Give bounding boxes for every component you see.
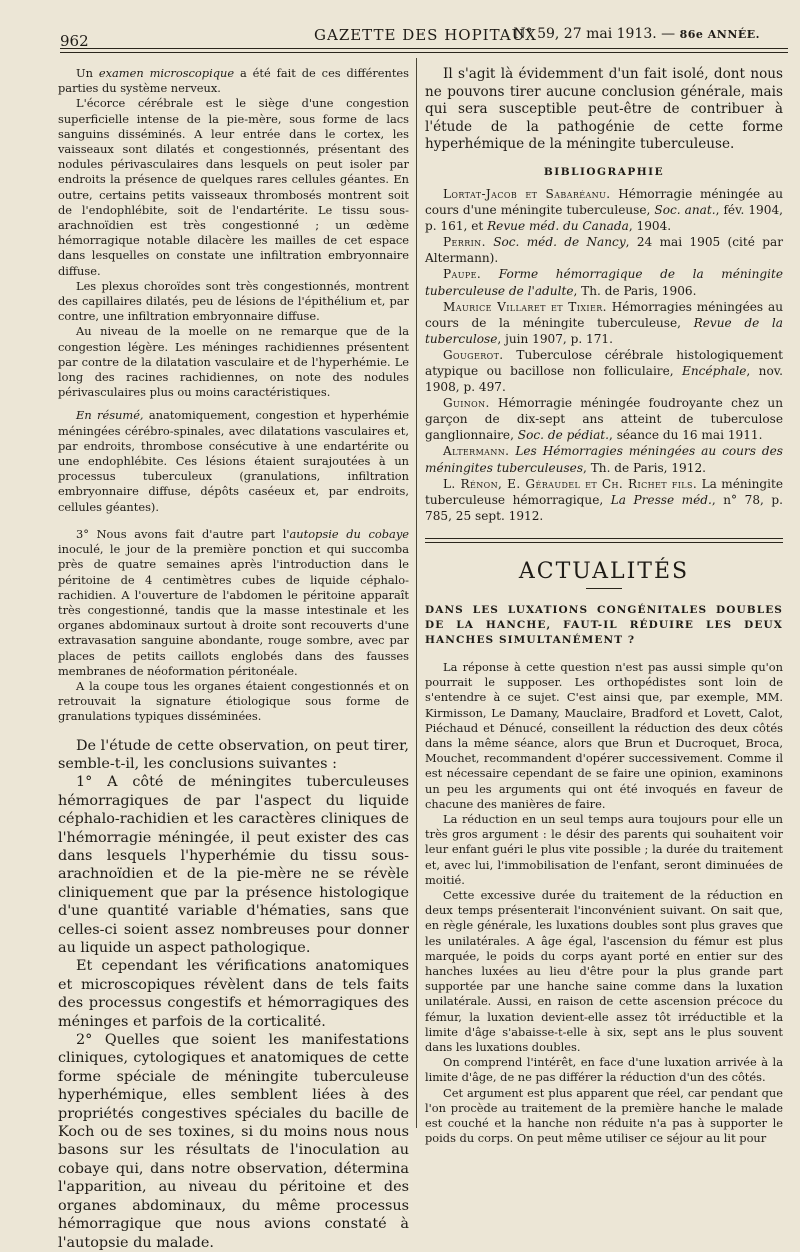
title-underline <box>586 588 622 589</box>
paragraph: Les plexus choroïdes sont très congestionnés, montrent des capillaires dilatés, peu de lésions de l'épithélium et, par contre, une infiltration embryonnaire diffuse. <box>58 278 409 324</box>
bib-source: Revue méd. du Canada <box>487 219 629 234</box>
bib-authors: Perrin. <box>443 235 486 250</box>
text-run: 3° Nous avons fait d'autre part l' <box>76 526 290 541</box>
bib-source: Revue de la tuberculose <box>425 315 783 346</box>
bib-source: La Presse méd. <box>610 492 712 507</box>
bib-authors: Guinon. <box>443 396 490 411</box>
paragraph: L'écorce cérébrale est le siège d'une congestion superficielle intense de la pie-mère, sous forme de lacs sanguins disséminés. A leur entrée dans le cortex, les vaisseaux sont dilatés et congestionnés, présentant des nodules périvasculaires dans lesquels on peut isoler par endroits la présence de quelques rares cellules géantes. En outre, certains petits vaisseaux thrombosés montrent soit de l'endophlébite, soit de l'endartérite. Le tissu sous-arachnoïdien est très congestionné ; un œdème hémorragique notable dilacère les mailles de cet espace dans lesquelles on constate une infiltration embryonnaire diffuse. <box>58 96 409 278</box>
bibliography-entry: Maurice Villaret et Tixier. Hémorragies méningées au cours de la méningite tuberculeuse, Revue de la tuberculose, juin 1907, p. 171. <box>425 299 783 346</box>
bib-authors: Maurice Villaret et Tixier. <box>443 299 607 314</box>
paragraph: Il s'agit là évidemment d'un fait isolé, dont nous ne pouvons tirer aucune conclusion générale, mais qui sera susceptible peut-être de contribuer à l'étude de la pathogénie de cette forme hyperhémique de la méningite tuberculeuse. <box>425 66 783 153</box>
paragraph: Et cependant les vérifications anatomiques et microscopiques révèlent dans de tels faits des processus congestifs et hémorragiques des méninges et parfois de la corticalité. <box>58 958 409 1030</box>
section-title: ACTUALITÉS <box>518 558 690 584</box>
paragraph: La réduction en un seul temps aura toujours pour elle un très gros argument : le désir des parents qui souhaitent voir leur enfant guéri le plus vite possible ; la durée du traitement et, avec lui, l'immobilisation de l'enfant, seront diminuées de moitié. <box>425 811 783 887</box>
bibliography-entry: Perrin. Soc. méd. de Nancy, 24 mai 1905 (cité par Altermann). <box>425 235 783 266</box>
left-column <box>58 66 409 1252</box>
summary-text: anatomiquement, congestion et hyperhémie méningées cérébro-spinales, avec dilatations vasculaires et, par endroits, thrombose consécutive à une endartérite ou une endophlébite. Ces lésions étaient surajoutées à un processus tuberculeux (granulations, infiltration embryonnaire diffuse, dépôts caséeux et, par endroits, cellules géantes). <box>58 408 409 514</box>
right-column <box>425 66 783 1146</box>
bibliography-list <box>425 186 783 524</box>
bib-source: Forme hémorragique de la méningite tuberculeuse de l'adulte <box>425 267 783 298</box>
paragraph: Cet argument est plus apparent que réel, car pendant que l'on procède au traitement de la première hanche le malade est couché et la hanche non réduite n'a pas à supporter le poids du corps. On peut même utiliser ce séjour au lit pour <box>425 1085 783 1146</box>
summary-lead: En résumé, <box>76 408 144 423</box>
bib-authors: L. Rénon, E. Géraudel et Ch. Richet fils. <box>443 476 698 491</box>
bibliography-heading: BIBLIOGRAPHIE <box>543 165 665 178</box>
section-rule <box>425 538 783 539</box>
bib-source: Soc. de pédiat. <box>517 428 609 443</box>
page-number: 962 <box>60 32 89 50</box>
bibliography-entry: Lortat-Jacob et Sabaréanu. Hémorragie méningée au cours d'une méningite tuberculeuse, Soc. anat., fév. 1904, p. 161, et Revue méd. du Canada, 1904. <box>425 186 783 234</box>
paragraph: Au niveau de la moelle on ne remarque que de la congestion légère. Les méninges rachidiennes présentent par contre de la dilatation vasculaire et de l'hyperhémie. Le long des racines rachidiennes, on note des nodules périvasculaires plus ou moins caractéristiques. <box>58 324 409 400</box>
paragraph: La réponse à cette question n'est pas aussi simple qu'on pourrait le supposer. Les orthopédistes sont loin de s'entendre à ce sujet. C'est ainsi que, par exemple, MM. Kirmisson, Le Damany, Mauclaire, Bradford et Lovett, Calot, Piéchaud et Dénucé, conseillent la réduction des deux côtés dans la même séance, alors que Brun et Ducroquet, Broca, Mouchet, recommandent d'opérer successivement. Comme il est nécessaire cependant de se faire une opinion, examinons un peu les arguments qui ont été invoqués en faveur de chacune des manières de faire. <box>425 659 783 811</box>
column-separator <box>416 58 417 1128</box>
header-rule <box>60 48 788 49</box>
bib-authors: Altermann. <box>443 444 510 459</box>
header-rule-thin <box>60 52 788 53</box>
paragraph <box>58 527 409 679</box>
bibliography-entry: L. Rénon, E. Géraudel et Ch. Richet fils. La méningite tuberculeuse hémorragique, La Presse méd., n° 78, p. 785, 25 sept. 1912. <box>425 476 783 523</box>
emphasis: examen microscopique <box>98 66 235 80</box>
paragraph: 1° A côté de méningites tuberculeuses hémorragiques de par l'aspect du liquide céphalo-rachidien et les caractères cliniques de l'hémorragie méningée, il peut exister des cas dans lesquels l'hyperhémie du tissu sous-arachnoïdien et de la pie-mère ne se révèle cliniquement que par la présence histologique d'une quantité variable d'hématies, sans que celles-ci soient assez nombreuses pour donner au liquide un aspect pathologique. <box>58 774 409 956</box>
bib-authors: Lortat-Jacob et Sabaréanu. <box>443 186 611 201</box>
journal-title: GAZETTE DES HOPITAUX <box>314 26 537 44</box>
paragraph: Un examen microscopique a été fait de ces différentes parties du système nerveux. <box>58 66 410 96</box>
section-rule-thin <box>425 542 783 543</box>
paragraph: De l'étude de cette observation, on peut tirer, semble-t-il, les conclusions suivantes : <box>58 737 409 772</box>
paragraph: On comprend l'intérêt, en face d'une luxation arrivée à la limite d'âge, de ne pas différer la réduction d'un des côtés. <box>425 1055 783 1085</box>
bibliography-entry: Guinon. Hémorragie méningée foudroyante chez un garçon de dix-sept ans atteint de tuberculose ganglionnaire, Soc. de pédiat., séance du 16 mai 1911. <box>425 396 783 443</box>
bib-authors: Gougerot. <box>443 347 504 362</box>
bib-authors: Paupe. <box>443 267 482 282</box>
bib-source: Les Hémorragies méningées au cours des méningites tuberculeuses <box>425 444 783 475</box>
bib-source: Soc. méd. de Nancy <box>493 235 626 250</box>
article-heading: DANS LES LUXATIONS CONGÉNITALES DOUBLES DE LA HANCHE, FAUT-IL RÉDUIRE LES DEUX HANCHES SIMULTANÉMENT ? <box>425 603 783 646</box>
issue-date: N° 59, 27 mai 1913. — <box>513 26 676 42</box>
text-run: inoculé, le jour de la première ponction et qui succomba près de quatre semaines après l'introduction dans le péritoine de 4 centimètres cubes de liquide céphalo-rachidien. A l'ouverture de l'abdomen le péritoine apparaît très congestionné, tandis que la masse intestinale et les organes abdominaux surtout à droite sont recouverts d'une extravasation sanguine abondante, rouge sombre, avec par places de petits caillots englobés dans des fausses membranes de néoformation péritonéale. <box>58 542 409 678</box>
paragraph: A la coupe tous les organes étaient congestionnés et on retrouvait la signature étiologique sous forme de granulations typiques disséminées. <box>58 678 409 724</box>
paragraph: 2° Quelles que soient les manifestations cliniques, cytologiques et anatomiques de cette forme spéciale de méningite tuberculeuse hyperhémique, elles semblent liées à des propriétés congestives spéciales du bacille de Koch ou de ses toxines, si du moins nous nous basons sur les résultats de l'inoculation au cobaye qui, dans notre observation, détermina l'apparition, au niveau du péritoine et des organes abdominaux, du même processus hémorragique que nous avions constaté à l'autopsie du malade. <box>58 1032 409 1251</box>
paragraph <box>58 408 409 514</box>
year-label: 86e ANNÉE. <box>679 28 760 41</box>
bib-source: Encéphale <box>682 364 747 378</box>
bib-source: Soc. anat. <box>654 203 716 218</box>
bibliography-entry: Gougerot. Tuberculose cérébrale histologiquement atypique ou bacillose non folliculaire, Encéphale, nov. 1908, p. 497. <box>425 347 783 395</box>
bibliography-entry: Altermann. Les Hémorragies méningées au cours des méningites tuberculeuses, Th. de Paris, 1912. <box>425 444 783 475</box>
paragraph: Cette excessive durée du traitement de la réduction en deux temps présenterait l'inconvénient suivant. On sait que, en règle générale, les luxations doubles sont plus graves que les unilatérales. A âge égal, l'ascension du fémur est plus marquée, le poids du corps ayant porté en entier sur des hanches luxées au lieu d'être pour la plus grande part supportée par une hanche saine comme dans la luxation unilatérale. Aussi, en raison de cette ascension précoce du fémur, la luxation devient-elle assez tôt irréductible et la limite d'âge s'abaisse-t-elle à six, sept ans le plus souvent dans les luxations doubles. <box>425 887 783 1055</box>
emphasis: autopsie du cobaye <box>289 526 409 541</box>
bibliography-entry: Paupe. Forme hémorragique de la méningite tuberculeuse de l'adulte, Th. de Paris, 1906. <box>425 267 783 298</box>
issue-info <box>513 26 760 42</box>
